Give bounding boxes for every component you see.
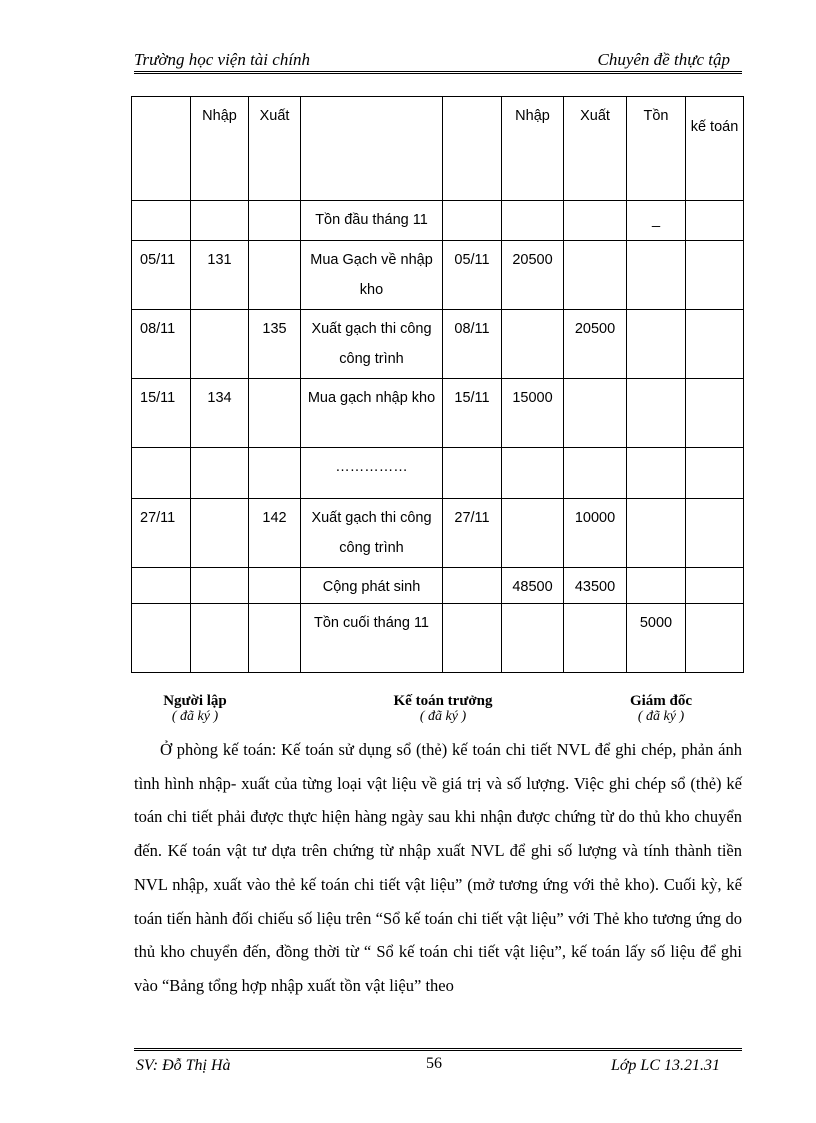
- table-cell: 05/11: [132, 241, 191, 310]
- table-cell: Mua gạch nhập kho: [301, 379, 443, 448]
- table-cell: [564, 379, 627, 448]
- table-cell: [132, 604, 191, 673]
- table-cell: [191, 568, 249, 604]
- table-cell: Mua Gạch về nhập kho: [301, 241, 443, 310]
- table-cell: [686, 568, 744, 604]
- table-cell: [249, 201, 301, 241]
- page-footer: [134, 1048, 742, 1080]
- table-cell: [686, 201, 744, 241]
- signature-preparer: Người lập ( đã ký ): [163, 693, 227, 724]
- table-row: [132, 379, 744, 448]
- table-cell: 27/11: [443, 499, 502, 568]
- header-cell: kế toán: [686, 97, 744, 201]
- table-cell: 131: [191, 241, 249, 310]
- table-cell: 15/11: [132, 379, 191, 448]
- table-cell: [502, 448, 564, 499]
- table-cell: Tồn cuối tháng 11: [301, 604, 443, 673]
- table-row: [132, 604, 744, 673]
- table-cell: [443, 201, 502, 241]
- table-cell: [191, 604, 249, 673]
- signature-director: Giám đốc ( đã ký ): [629, 693, 693, 724]
- table-cell: ……………: [301, 448, 443, 499]
- table-row: [132, 241, 744, 310]
- table-cell: 05/11: [443, 241, 502, 310]
- footer-class: Lớp LC 13.21.31: [610, 1057, 720, 1074]
- header-cell: Nhập: [191, 97, 249, 201]
- header-rule: [134, 71, 742, 74]
- table-row: [132, 448, 744, 499]
- table-cell: [627, 448, 686, 499]
- table-cell: [191, 499, 249, 568]
- table-cell: Cộng phát sinh: [301, 568, 443, 604]
- header-cell: Nhập: [502, 97, 564, 201]
- table-cell: [627, 568, 686, 604]
- table-cell: 48500: [502, 568, 564, 604]
- material-ledger-table: [131, 96, 744, 673]
- header-cell: Xuất: [564, 97, 627, 201]
- table-cell: 08/11: [132, 310, 191, 379]
- header-title: Chuyên đề thực tập: [597, 50, 730, 69]
- table-cell: [564, 201, 627, 241]
- table-cell: [443, 604, 502, 673]
- table-row: [132, 201, 744, 241]
- table-cell: [564, 448, 627, 499]
- header-cell: [132, 97, 191, 201]
- table-cell: [627, 241, 686, 310]
- table-row: [132, 499, 744, 568]
- table-cell: [443, 568, 502, 604]
- table-cell: [132, 568, 191, 604]
- table-cell: [443, 448, 502, 499]
- table-cell: 135: [249, 310, 301, 379]
- table-cell: [502, 310, 564, 379]
- table-cell: Tồn đầu tháng 11: [301, 201, 443, 241]
- table-cell: [191, 201, 249, 241]
- table-cell: [564, 241, 627, 310]
- table-cell: [191, 310, 249, 379]
- page-header: [134, 48, 742, 74]
- table-cell: [249, 241, 301, 310]
- table-cell: [249, 379, 301, 448]
- table-cell: [686, 310, 744, 379]
- table-row: [132, 310, 744, 379]
- table-cell: [564, 604, 627, 673]
- table-cell: Xuất gạch thi công công trình: [301, 499, 443, 568]
- table-cell: [627, 310, 686, 379]
- table-cell: 08/11: [443, 310, 502, 379]
- table-cell: 27/11: [132, 499, 191, 568]
- table-cell: [249, 448, 301, 499]
- table-cell: 20500: [502, 241, 564, 310]
- signature-block: [140, 693, 740, 733]
- table-cell: [249, 568, 301, 604]
- table-cell: [686, 499, 744, 568]
- table-cell: [627, 499, 686, 568]
- table-cell: Xuất gạch thi công công trình: [301, 310, 443, 379]
- footer-rule: [134, 1048, 742, 1051]
- header-cell: Xuất: [249, 97, 301, 201]
- table-cell: [502, 604, 564, 673]
- signature-chief-accountant: Kế toán trưởng ( đã ký ): [393, 693, 493, 724]
- table-cell: 20500: [564, 310, 627, 379]
- header-school: Trường học viện tài chính: [134, 50, 311, 69]
- table-cell: 5000: [627, 604, 686, 673]
- table-cell: 10000: [564, 499, 627, 568]
- table-cell: [502, 201, 564, 241]
- table-cell: _: [627, 201, 686, 241]
- body-paragraph: Ở phòng kế toán: Kế toán sử dụng sổ (thẻ) kế toán chi tiết NVL để ghi chép, phản ánh tình hình nhập- xuất của từng loại vật liệu về giá trị và số lượng. Việc ghi chép sổ (thẻ) kế toán chi tiết phải được thực hiện hàng ngày sau khi nhận được chứng từ do thủ kho chuyển đến. Kế toán vật tư dựa trên chứng từ nhập xuất NVL để ghi số lượng và tính thành tiền NVL nhập, xuất vào thẻ kế toán chi tiết vật liệu” (mở tương ứng với thẻ kho). Cuối kỳ, kế toán tiến hành đối chiếu số liệu trên “Sổ kế toán chi tiết vật liệu” với Thẻ kho tương ứng do thủ kho chuyển đến, đồng thời từ “ Sổ kế toán chi tiết vật liệu”, kế toán lấy số liệu để ghi vào “Bảng tổng hợp nhập xuất tồn vật liệu” theo: [134, 740, 742, 995]
- table-cell: [686, 241, 744, 310]
- table-row: [132, 568, 744, 604]
- table-cell: [686, 379, 744, 448]
- table-cell: 134: [191, 379, 249, 448]
- header-cell: [301, 97, 443, 201]
- table-cell: [627, 379, 686, 448]
- table-cell: 142: [249, 499, 301, 568]
- table-cell: [686, 448, 744, 499]
- table-cell: [502, 499, 564, 568]
- footer-student: SV: Đỗ Thị Hà: [136, 1057, 231, 1074]
- table-cell: [132, 201, 191, 241]
- header-cell: [443, 97, 502, 201]
- table-cell: 15/11: [443, 379, 502, 448]
- table-cell: 43500: [564, 568, 627, 604]
- table-cell: [249, 604, 301, 673]
- table-header-row: [132, 97, 744, 201]
- table-cell: [686, 604, 744, 673]
- page-number: 56: [426, 1055, 442, 1072]
- table-cell: 15000: [502, 379, 564, 448]
- table-cell: [132, 448, 191, 499]
- table-cell: [191, 448, 249, 499]
- header-cell: Tồn: [627, 97, 686, 201]
